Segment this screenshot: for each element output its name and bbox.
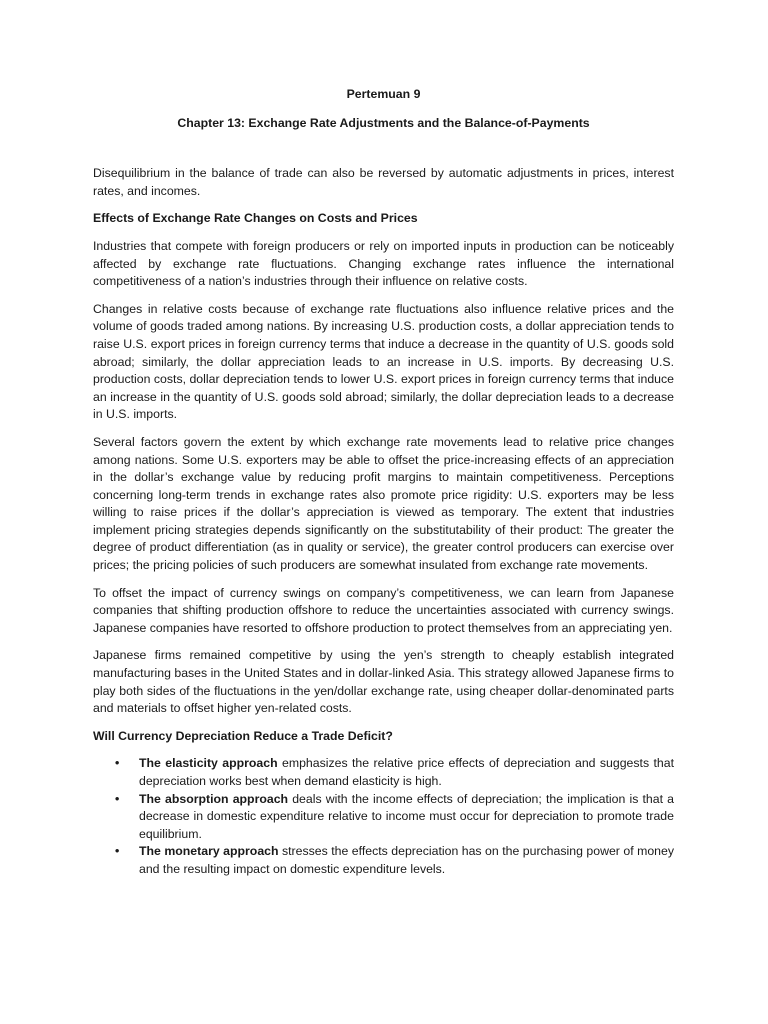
section-heading-costs-prices: Effects of Exchange Rate Changes on Costs and Prices [93, 211, 418, 226]
list-item [93, 791, 674, 844]
bullet-term: The elasticity approach [139, 756, 278, 771]
paragraph-3: Several factors govern the extent by which exchange rate movements lead to relative price changes among nations. Some U.S. exporters may be able to offset the price-increasing effects of an appreciation in the dollar’s exchange value by reducing profit margins to maintain competitiveness. Perceptions concerning long-term trends in exchange rates also promote price rigidity: U.S. exporters may be less willing to raise prices if the dollar’s appreciation is viewed as temporary. The extent that industries implement pricing strategies depends significantly on the substitutability of their product: The greater the degree of product differentiation (as in quality or service), the greater control producers can exercise over prices; the pricing policies of such producers are somewhat insulated from exchange rate movements. [93, 434, 674, 573]
bullet-text: emphasizes the relative price effects of depreciation and suggests that depreciation works best when demand elasticity is high. [139, 756, 674, 788]
paragraph-5: Japanese firms remained competitive by using the yen’s strength to cheaply establish integrated manufacturing bases in the United States and in dollar-linked Asia. This strategy allowed Japanese firms to play both sides of the fluctuations in the yen/dollar exchange rate, using cheaper dollar-denominated parts and materials to offset higher yen-related costs. [93, 648, 674, 716]
list-item [93, 755, 674, 790]
paragraph-2: Changes in relative costs because of exchange rate fluctuations also influence relative prices and the volume of goods traded among nations. By increasing U.S. production costs, a dollar appreciation tends to raise U.S. export prices in foreign currency terms that induce a decrease in the quantity of U.S. goods sold abroad; similarly, the dollar appreciation leads to an increase in U.S. imports. By decreasing U.S. production costs, dollar depreciation tends to lower U.S. export prices in foreign currency terms that induce an increase in the quantity of U.S. goods sold abroad; similarly, the dollar depreciation leads to a decrease in U.S. imports. [93, 301, 674, 422]
bullet-icon: • [115, 844, 120, 859]
bullet-icon: • [115, 791, 120, 806]
document-title: Pertemuan 9 [346, 87, 421, 101]
approach-list [93, 755, 674, 878]
list-item [93, 843, 674, 878]
intro-paragraph: Disequilibrium in the balance of trade can also be reversed by automatic adjustments in prices, interest rates, and incomes. [93, 166, 674, 198]
paragraph-4: To offset the impact of currency swings on company’s competitiveness, we can learn from Japanese companies that shifting production offshore to reduce the uncertainties associated with currency swings. Japanese companies have resorted to offshore production to protect themselves from an appreciating yen. [93, 585, 674, 635]
bullet-icon: • [115, 756, 120, 771]
bullet-term: The monetary approach [139, 844, 279, 859]
bullet-text: deals with the income effects of depreciation; the implication is that a decrease in domestic expenditure relative to income must occur for depreciation to promote trade equilibrium. [139, 791, 674, 841]
chapter-title: Chapter 13: Exchange Rate Adjustments and the Balance-of-Payments [177, 115, 590, 130]
bullet-term: The absorption approach [139, 791, 289, 806]
bullet-text: stresses the effects depreciation has on the purchasing power of money and the resulting impact on domestic expenditure levels. [139, 844, 674, 876]
document-page [93, 86, 674, 879]
section-heading-depreciation: Will Currency Depreciation Reduce a Trade Deficit? [93, 728, 393, 743]
paragraph-1: Industries that compete with foreign producers or rely on imported inputs in production can be noticeably affected by exchange rate fluctuations. Changing exchange rates influence the international competitiveness of a nation’s industries through their influence on relative costs. [93, 238, 674, 289]
